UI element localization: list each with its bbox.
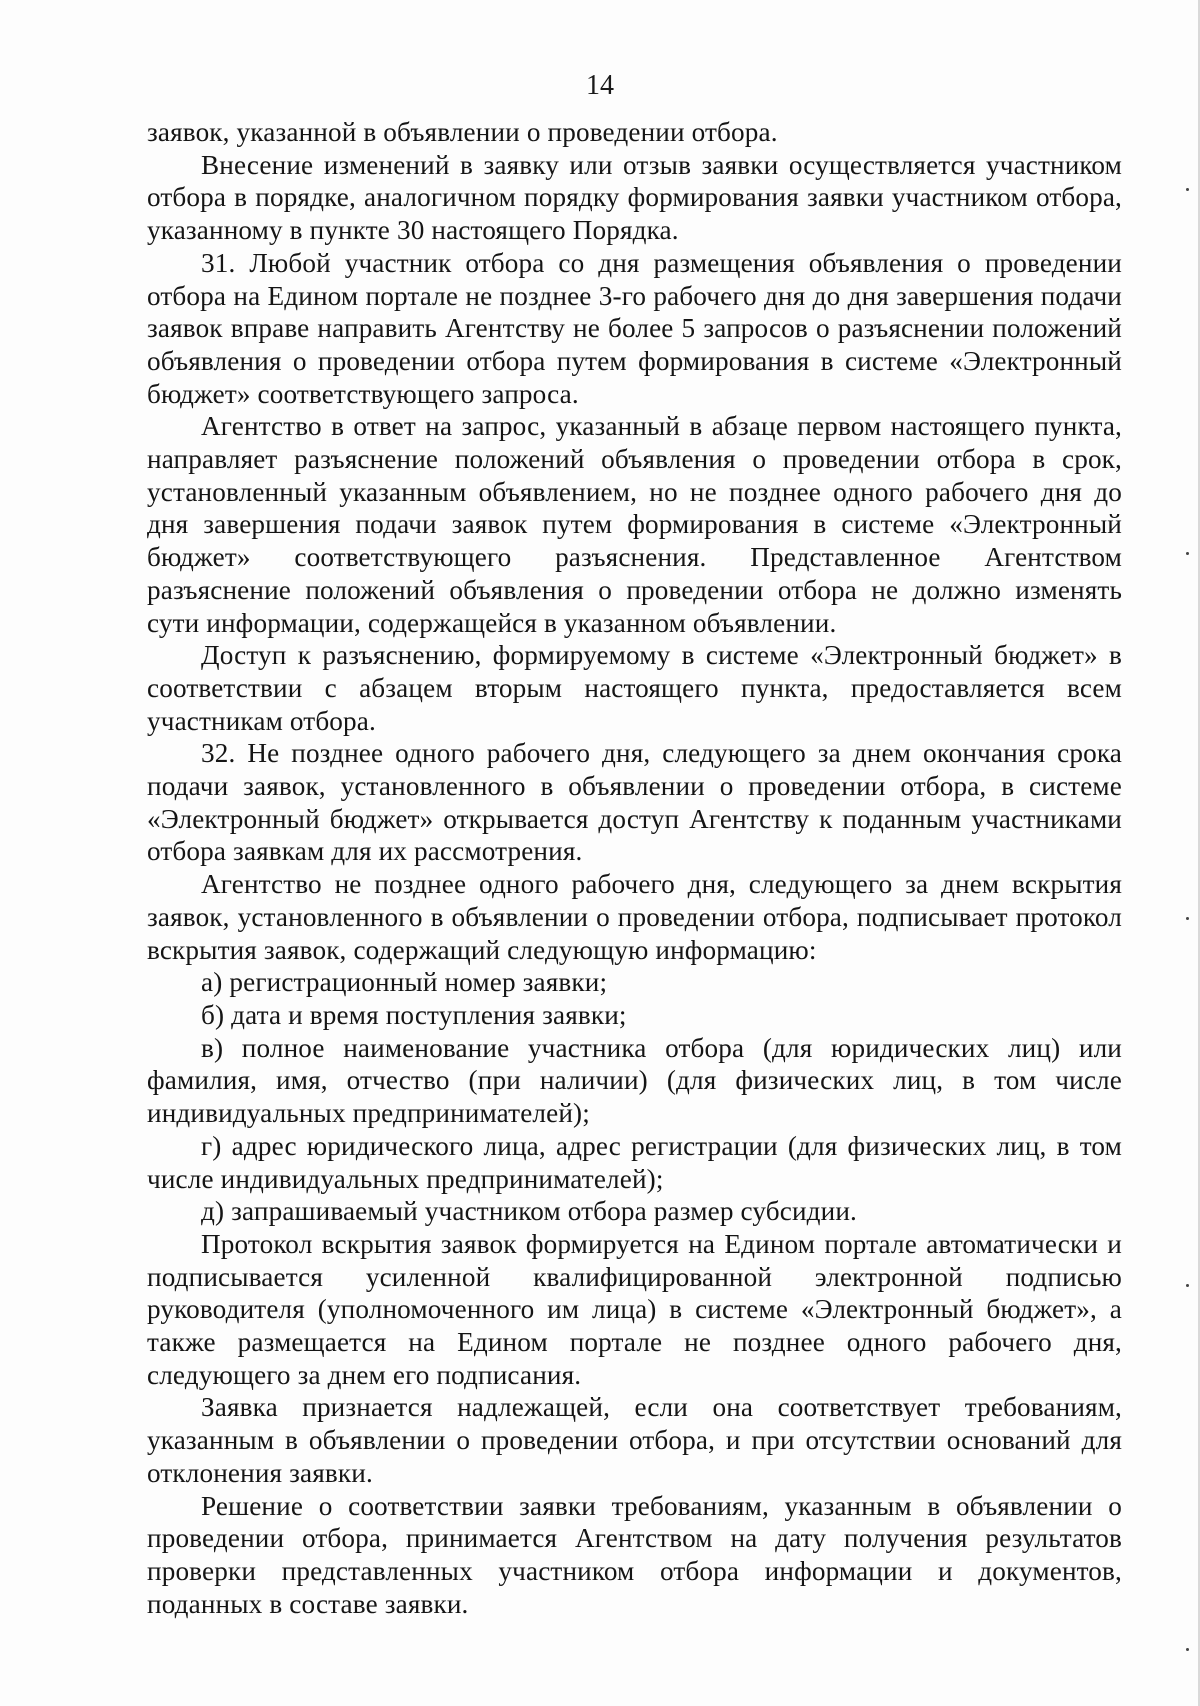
paragraph-31: 31. Любой участник отбора со дня размещения объявления о проведении отбора на Едином портале не позднее 3-го рабочего дня до дня завершения подачи заявок вправе направить Агентству не более 5 запросов о разъяснении положений объявления о проведении отбора путем формирования в системе «Электронный бюджет» соответствующего запроса. [147,247,1122,409]
paragraph-amendment: Внесение изменений в заявку или отзыв заявки осуществляется участником отбора в порядке, аналогичном порядку формирования заявки участником отбора, указанному в пункте 30 настоящего Порядка. [147,149,1122,246]
paragraph-proper-application: Заявка признается надлежащей, если она соответствует требованиям, указанным в объявлении о проведении отбора, и при отсутствии оснований для отклонения заявки. [147,1392,1122,1488]
list-item-v: в) полное наименование участника отбора (для юридических лиц) или фамилия, имя, отчество (при наличии) (для физических лиц, в том числе индивидуальных предпринимателей); [147,1032,1122,1129]
paragraph-protocol-signing: Протокол вскрытия заявок формируется на Едином портале автоматически и подписывается усиленной квалифицированной электронной подписью руководителя (уполномоченного им лица) в системе «Электронный бюджет», а также размещается на Едином портале не позднее одного рабочего дня, следующего за днем его подписания. [147,1228,1122,1390]
paragraph-32: 32. Не позднее одного рабочего дня, следующего за днем окончания срока подачи заявок, установленного в объявлении о проведении отбора, в системе «Электронный бюджет» открывается доступ Агентству к поданным участниками отбора заявкам для их рассмотрения. [147,738,1122,867]
list-item-b: б) дата и время поступления заявки; [201,999,627,1030]
paragraph-protocol-intro: Агентство не позднее одного рабочего дня, следующего за днем вскрытия заявок, установленного в объявлении о проведении отбора, подписывает протокол вскрытия заявок, содержащий следующую информацию: [147,869,1122,965]
list-item-d: д) запрашиваемый участником отбора размер субсидии. [201,1196,857,1227]
paragraph-access: Доступ к разъяснению, формируемому в системе «Электронный бюджет» в соответствии с абзацем вторым настоящего пункта, предоставляется всем участникам отбора. [147,640,1122,736]
scan-speck [1186,552,1189,555]
page-number: 14 [586,70,614,101]
paragraph-agency-response: Агентство в ответ на запрос, указанный в абзаце первом настоящего пункта, направляет разъяснение положений объявления о проведении отбора в срок, установленный указанным объявлением, но не позднее одного рабочего дня до дня завершения подачи заявок путем формирования в системе «Электронный бюджет» соответствующего разъяснения. Представленное Агентством разъяснение положений объявления о проведении отбора не должно изменять сути информации, содержащейся в указанном объявлении. [147,411,1122,638]
scan-speck [1186,188,1189,191]
scan-speck [1186,917,1189,920]
scan-speck [1186,1648,1189,1651]
list-item-a: а) регистрационный номер заявки; [201,967,608,998]
document-body [147,116,1122,1620]
paragraph-compliance-decision: Решение о соответствии заявки требованиям, указанным в объявлении о проведении отбора, принимается Агентством на дату получения результатов проверки представленных участником отбора информации и документов, поданных в составе заявки. [147,1490,1122,1619]
scan-speck [1186,1284,1189,1287]
list-item-g: г) адрес юридического лица, адрес регистрации (для физических лиц, в том числе индивидуальных предпринимателей); [147,1130,1122,1194]
paragraph-continuation: заявок, указанной в объявлении о проведении отбора. [147,117,778,147]
